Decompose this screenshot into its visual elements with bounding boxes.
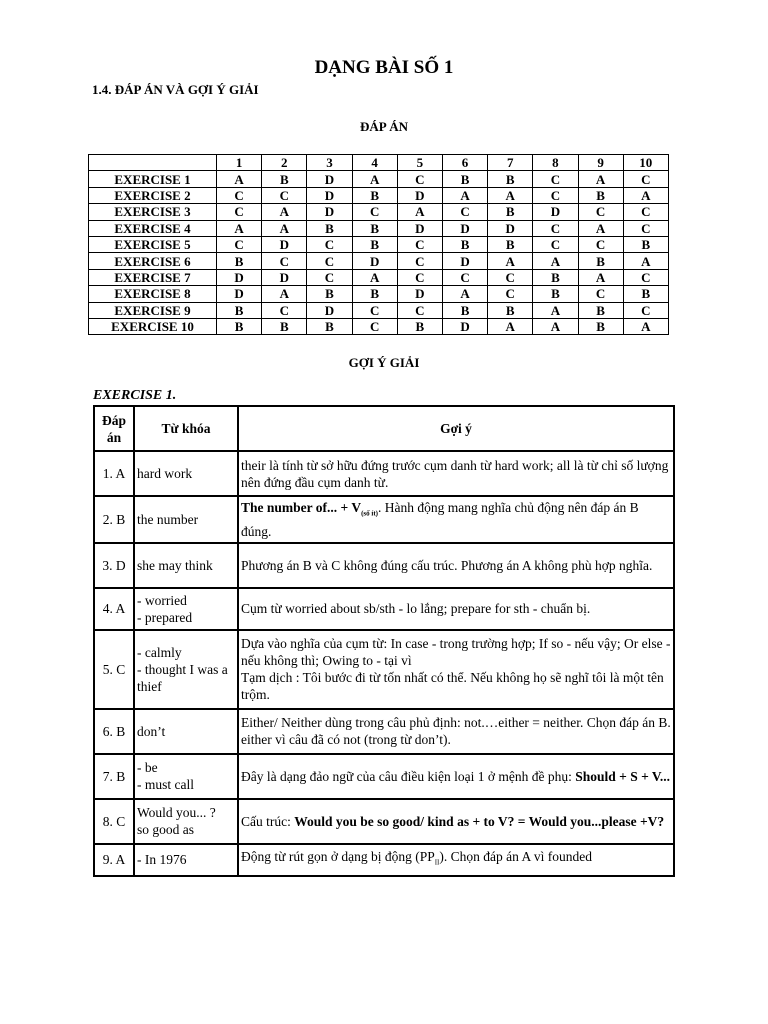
answer-row [89, 302, 669, 318]
answer-cell: A [442, 286, 487, 302]
hint-text: Cụm từ worried about sb/sth - lo lắng; prepare for sth - chuẩn bị. [241, 601, 591, 617]
hint-translation: Tạm dịch : Tôi bước đi từ tốn nhất có thể. Nếu không họ sẽ nghĩ tôi là một tên trộm. [241, 670, 664, 703]
hint-cell [238, 543, 674, 588]
column-number: 9 [578, 155, 623, 171]
answer-cell: A [488, 318, 533, 334]
keyword-text: she may think [137, 557, 213, 573]
answer-cell: B [442, 171, 487, 187]
answer-cell: A [262, 286, 307, 302]
exercise-name: EXERCISE 8 [89, 286, 217, 302]
answer-cell: B [442, 236, 487, 252]
hint-bold: Should + S + V... [575, 768, 671, 784]
exercise-name: EXERCISE 2 [89, 187, 217, 203]
keyword-cell [134, 844, 238, 876]
answer-cell: B [217, 253, 262, 269]
answer-cell: A [623, 187, 668, 203]
keyword-cell [134, 709, 238, 754]
answer-cell: D [397, 220, 442, 236]
answer-cell: B [352, 236, 397, 252]
answer-cell: C [352, 318, 397, 334]
answer-cell: D [442, 220, 487, 236]
hint-cell [238, 799, 674, 844]
answer-row [89, 171, 669, 187]
answer-row [89, 269, 669, 285]
answer-cell: C [307, 253, 352, 269]
header-hint: Gợi ý [238, 406, 674, 451]
answer-row [89, 236, 669, 252]
answer-row [89, 286, 669, 302]
hint-subscript: (số ít) [361, 509, 379, 518]
column-number: 6 [442, 155, 487, 171]
corner-cell [89, 155, 217, 171]
answer-cell: C [397, 236, 442, 252]
answer-cell: C [397, 269, 442, 285]
answer-cell: C [262, 187, 307, 203]
hint-cell [238, 451, 674, 496]
hint-row [94, 799, 674, 844]
hints-heading: GỢI Ý GIẢI [348, 355, 420, 370]
page-title: DẠNG BÀI SỐ 1 [314, 57, 454, 78]
answer-cell: A [578, 171, 623, 187]
answer-cell: A [217, 220, 262, 236]
answer-cell: D [262, 269, 307, 285]
answer-cell: A [262, 204, 307, 220]
answer-cell: C [623, 220, 668, 236]
answer-cell: C [578, 204, 623, 220]
answer-cell: A [623, 253, 668, 269]
answer-cell: C [217, 236, 262, 252]
answer-cell: C [623, 302, 668, 318]
answer-cell: C [397, 171, 442, 187]
column-number: 4 [352, 155, 397, 171]
exercise-name: EXERCISE 1 [89, 171, 217, 187]
answer-cell: A [533, 302, 578, 318]
answer-row [89, 253, 669, 269]
exercise-name: EXERCISE 7 [89, 269, 217, 285]
keyword-cell [134, 496, 238, 543]
hint-text: Đây là dạng đảo ngữ của câu điều kiện loại 1 ở mệnh đề phụ: [241, 768, 576, 784]
hint-cell [238, 496, 674, 543]
exercise-name: EXERCISE 4 [89, 220, 217, 236]
answer-cell: A [578, 220, 623, 236]
answer-cell: A [217, 171, 262, 187]
keyword-line: - must call [137, 777, 194, 793]
answer-cell: B [578, 253, 623, 269]
hint-bold: Would you be so good/ kind as + to V? = Would you...please +V? [294, 813, 665, 829]
answer-cell: B [217, 302, 262, 318]
hint-row [94, 709, 674, 754]
keyword-line: - worried [137, 592, 187, 608]
answer-cell: A [352, 269, 397, 285]
answer-number: 1. A [94, 451, 134, 496]
answer-cell: B [262, 318, 307, 334]
answer-cell: C [578, 286, 623, 302]
answer-cell: B [578, 318, 623, 334]
answer-number: 9. A [94, 844, 134, 876]
answer-cell: C [533, 220, 578, 236]
answer-number: 7. B [94, 754, 134, 799]
answer-cell: D [442, 253, 487, 269]
section-heading: 1.4. ĐÁP ÁN VÀ GỢI Ý GIẢI [92, 82, 259, 97]
column-number: 1 [217, 155, 262, 171]
answer-key-header-row [89, 155, 669, 171]
answer-cell: C [578, 236, 623, 252]
keyword-text: don’t [137, 723, 166, 739]
keyword-line: - be [137, 760, 158, 776]
keyword-line: - prepared [137, 609, 193, 625]
keyword-line: Would you... ? [137, 805, 216, 821]
hint-row [94, 588, 674, 630]
keyword-line: - thought I was a thief [137, 661, 228, 694]
answer-cell: D [397, 187, 442, 203]
answer-cell: D [307, 302, 352, 318]
answer-cell: C [262, 253, 307, 269]
answer-cell: B [307, 318, 352, 334]
hint-row [94, 844, 674, 876]
answer-cell: D [442, 318, 487, 334]
answer-cell: B [352, 187, 397, 203]
column-number: 3 [307, 155, 352, 171]
answer-cell: C [352, 204, 397, 220]
answer-cell: A [262, 220, 307, 236]
answer-cell: D [307, 204, 352, 220]
hint-text: Phương án B và C không đúng cấu trúc. Phương án A không phù hợp nghĩa. [241, 557, 653, 573]
keyword-text: the number [137, 511, 199, 527]
answer-cell: D [262, 236, 307, 252]
answer-cell: C [623, 204, 668, 220]
answer-cell: B [217, 318, 262, 334]
answer-cell: A [533, 318, 578, 334]
header-answer: Đáp án [94, 406, 134, 451]
answer-cell: C [442, 204, 487, 220]
hint-row [94, 754, 674, 799]
answer-cell: C [623, 269, 668, 285]
answer-cell: A [578, 269, 623, 285]
hint-text: their là tính từ sở hữu đứng trước cụm danh từ hard work; all là từ chỉ số lượng nên đứng đầu cụm danh từ. [241, 457, 669, 490]
column-number: 2 [262, 155, 307, 171]
answer-cell: C [307, 269, 352, 285]
keyword-text: - In 1976 [137, 852, 187, 868]
answer-number: 8. C [94, 799, 134, 844]
answer-cell: D [217, 269, 262, 285]
answer-cell: C [623, 171, 668, 187]
column-number: 8 [533, 155, 578, 171]
answer-number: 3. D [94, 543, 134, 588]
answer-cell: B [488, 204, 533, 220]
answer-cell: C [488, 286, 533, 302]
answer-cell: B [262, 171, 307, 187]
hints-table [93, 405, 675, 877]
hint-cell [238, 588, 674, 630]
answer-cell: A [397, 204, 442, 220]
hint-row [94, 630, 674, 709]
keyword-cell [134, 799, 238, 844]
exercise-name: EXERCISE 3 [89, 204, 217, 220]
column-number: 10 [623, 155, 668, 171]
answer-cell: B [307, 220, 352, 236]
hint-bold: The number of... + V [241, 500, 362, 515]
answer-cell: D [397, 286, 442, 302]
hint-row [94, 543, 674, 588]
answer-cell: B [488, 302, 533, 318]
answer-cell: B [623, 236, 668, 252]
answer-cell: B [442, 302, 487, 318]
answer-cell: B [352, 286, 397, 302]
exercise-name: EXERCISE 9 [89, 302, 217, 318]
answer-number: 2. B [94, 496, 134, 543]
column-number: 7 [488, 155, 533, 171]
exercise-name: EXERCISE 10 [89, 318, 217, 334]
answer-cell: A [488, 253, 533, 269]
exercise-name: EXERCISE 5 [89, 236, 217, 252]
answer-cell: C [533, 236, 578, 252]
answer-cell: A [352, 171, 397, 187]
answer-cell: B [578, 302, 623, 318]
keyword-cell [134, 754, 238, 799]
answer-cell: B [533, 286, 578, 302]
answer-row [89, 187, 669, 203]
answer-cell: D [533, 204, 578, 220]
answer-cell: C [307, 236, 352, 252]
hint-text-end: ). Chọn đáp án A vì founded [439, 848, 592, 864]
keyword-cell [134, 588, 238, 630]
answer-row [89, 318, 669, 334]
keyword-cell [134, 630, 238, 709]
hint-text: Dựa vào nghĩa của cụm từ: In case - trong trường hợp; If so - nếu vậy; Or else - nếu không thì; Owing to - tại vì [241, 636, 671, 669]
answer-cell: B [307, 286, 352, 302]
answer-cell: A [442, 187, 487, 203]
hint-text: . Hành động mang nghĩa chủ động nên đáp án B đúng. [241, 500, 639, 539]
answer-cell: C [217, 187, 262, 203]
answer-cell: D [352, 253, 397, 269]
answer-cell: D [488, 220, 533, 236]
answer-number: 6. B [94, 709, 134, 754]
answer-cell: C [262, 302, 307, 318]
answer-cell: C [533, 187, 578, 203]
hint-cell [238, 709, 674, 754]
answer-cell: C [397, 253, 442, 269]
answer-cell: B [578, 187, 623, 203]
hint-row [94, 496, 674, 543]
answer-cell: C [533, 171, 578, 187]
hint-cell [238, 754, 674, 799]
answer-cell: B [623, 286, 668, 302]
answer-cell: A [488, 187, 533, 203]
answer-cell: B [397, 318, 442, 334]
answer-cell: B [488, 171, 533, 187]
answer-row [89, 204, 669, 220]
answer-cell: C [397, 302, 442, 318]
answer-cell: C [217, 204, 262, 220]
answer-cell: C [488, 269, 533, 285]
answer-number: 5. C [94, 630, 134, 709]
exercise-label: EXERCISE 1. [93, 388, 177, 403]
column-number: 5 [397, 155, 442, 171]
hint-row [94, 451, 674, 496]
answer-cell: A [533, 253, 578, 269]
answer-cell: B [488, 236, 533, 252]
answer-cell: A [623, 318, 668, 334]
answer-key-heading: ĐÁP ÁN [359, 119, 409, 134]
answer-cell: D [307, 187, 352, 203]
answer-cell: C [352, 302, 397, 318]
hint-text: Either/ Neither dùng trong câu phủ định: not.…either = neither. Chọn đáp án B. either vì câu đã có not (trong từ don’t). [241, 715, 671, 748]
hint-text: Động từ rút gọn ở dạng bị động (PP [241, 848, 435, 864]
keyword-line: so good as [137, 822, 194, 838]
hint-cell [238, 630, 674, 709]
answer-key-table [88, 154, 669, 335]
keyword-text: hard work [137, 466, 193, 481]
answer-cell: B [533, 269, 578, 285]
answer-number: 4. A [94, 588, 134, 630]
answer-row [89, 220, 669, 236]
answer-cell: D [307, 171, 352, 187]
hint-text: Cấu trúc: [241, 813, 295, 829]
answer-cell: D [217, 286, 262, 302]
hints-header-row [94, 406, 674, 451]
exercise-name: EXERCISE 6 [89, 253, 217, 269]
keyword-line: - calmly [137, 644, 182, 660]
answer-cell: C [442, 269, 487, 285]
answer-cell: B [352, 220, 397, 236]
keyword-cell [134, 451, 238, 496]
keyword-cell [134, 543, 238, 588]
header-keyword: Từ khóa [134, 406, 238, 451]
hint-cell [238, 844, 674, 876]
hint-subscript: II [434, 858, 440, 867]
